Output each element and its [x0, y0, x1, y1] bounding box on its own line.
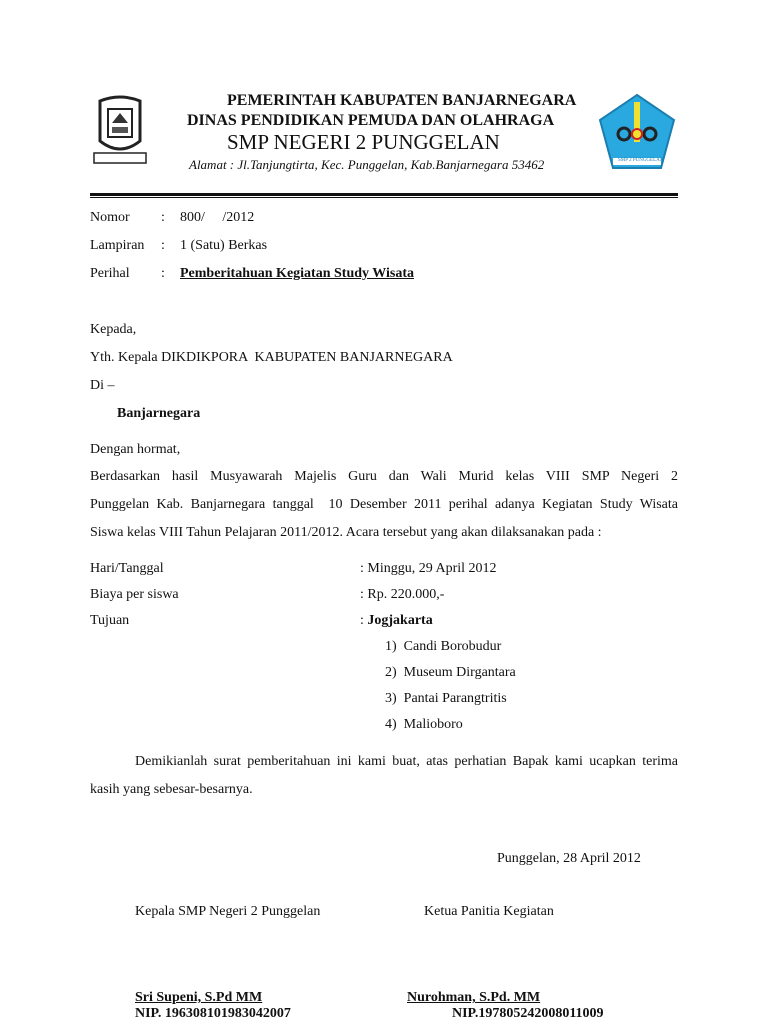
- meta-perihal-value: Pemberitahuan Kegiatan Study Wisata: [180, 266, 415, 281]
- letterhead-government: PEMERINTAH KABUPATEN BANJARNEGARA: [227, 92, 577, 109]
- meta-lampiran-value: 1 (Satu) Berkas: [180, 238, 268, 253]
- letterhead-divider: [90, 193, 678, 196]
- signature-nip: NIP.197805242008011009: [452, 1006, 604, 1021]
- letterhead-divider-thin: [90, 197, 678, 198]
- school-logo-text: SMP 2 PUNGGELAN: [618, 158, 664, 163]
- destination-item: 4) Malioboro: [385, 717, 463, 732]
- detail-value: Jogjakarta: [367, 613, 433, 628]
- paragraph-line: Siswa kelas VIII Tahun Pelajaran 2011/2012. Acara tersebut yang akan dilaksanakan pada :: [90, 525, 602, 540]
- detail-value: : Minggu, 29 April 2012: [360, 561, 497, 576]
- detail-label: Hari/Tanggal: [90, 561, 164, 576]
- detail-prefix: :: [360, 613, 368, 628]
- destination-item: 1) Candi Borobudur: [385, 639, 502, 654]
- meta-lampiran-label: Lampiran: [90, 238, 145, 253]
- recipient-yth: Yth. Kepala DIKDIKPORA KABUPATEN BANJARNEGARA: [90, 350, 453, 365]
- destination-item: 2) Museum Dirgantara: [385, 665, 516, 680]
- recipient-kepada: Kepada,: [90, 322, 137, 337]
- signature-title: Ketua Panitia Kegiatan: [424, 904, 554, 919]
- signature-nip: NIP. 196308101983042007: [135, 1006, 291, 1021]
- detail-label: Biaya per siswa: [90, 587, 179, 602]
- destination-item: 3) Pantai Parangtritis: [385, 691, 507, 706]
- closing-line: kasih yang sebesar-besarnya.: [90, 782, 253, 797]
- signature-title: Kepala SMP Negeri 2 Punggelan: [135, 904, 321, 919]
- paragraph-line: Berdasarkan hasil Musyawarah Majelis Guru dan Wali Murid kelas VIII SMP Negeri 2: [90, 469, 678, 484]
- meta-perihal-label: Perihal: [90, 266, 130, 281]
- place-date: Punggelan, 28 April 2012: [497, 851, 641, 866]
- regency-emblem-icon: [92, 95, 148, 167]
- meta-sep: :: [161, 238, 165, 253]
- signature-name: Sri Supeni, S.Pd MM: [135, 990, 263, 1005]
- signature-name: Nurohman, S.Pd. MM: [407, 990, 541, 1005]
- meta-nomor-label: Nomor: [90, 210, 130, 225]
- meta-sep: :: [161, 210, 165, 225]
- closing-line: Demikianlah surat pemberitahuan ini kami buat, atas perhatian Bapak kami ucapkan terima: [135, 754, 678, 769]
- recipient-place: Banjarnegara: [117, 406, 201, 421]
- detail-value: : Rp. 220.000,-: [360, 587, 445, 602]
- greeting: Dengan hormat,: [90, 442, 181, 457]
- recipient-di: Di –: [90, 378, 115, 393]
- letterhead-department: DINAS PENDIDIKAN PEMUDA DAN OLAHRAGA: [187, 112, 555, 129]
- paragraph-line: Punggelan Kab. Banjarnegara tanggal 10 Desember 2011 perihal adanya Kegiatan Study Wisata: [90, 497, 678, 512]
- meta-nomor-value: 800/ /2012: [180, 210, 255, 225]
- letterhead-school: SMP NEGERI 2 PUNGGELAN: [227, 130, 500, 154]
- detail-label: Tujuan: [90, 613, 130, 628]
- meta-sep: :: [161, 266, 165, 281]
- letterhead-address: Alamat : Jl.Tanjungtirta, Kec. Punggelan, Kab.Banjarnegara 53462: [189, 157, 545, 172]
